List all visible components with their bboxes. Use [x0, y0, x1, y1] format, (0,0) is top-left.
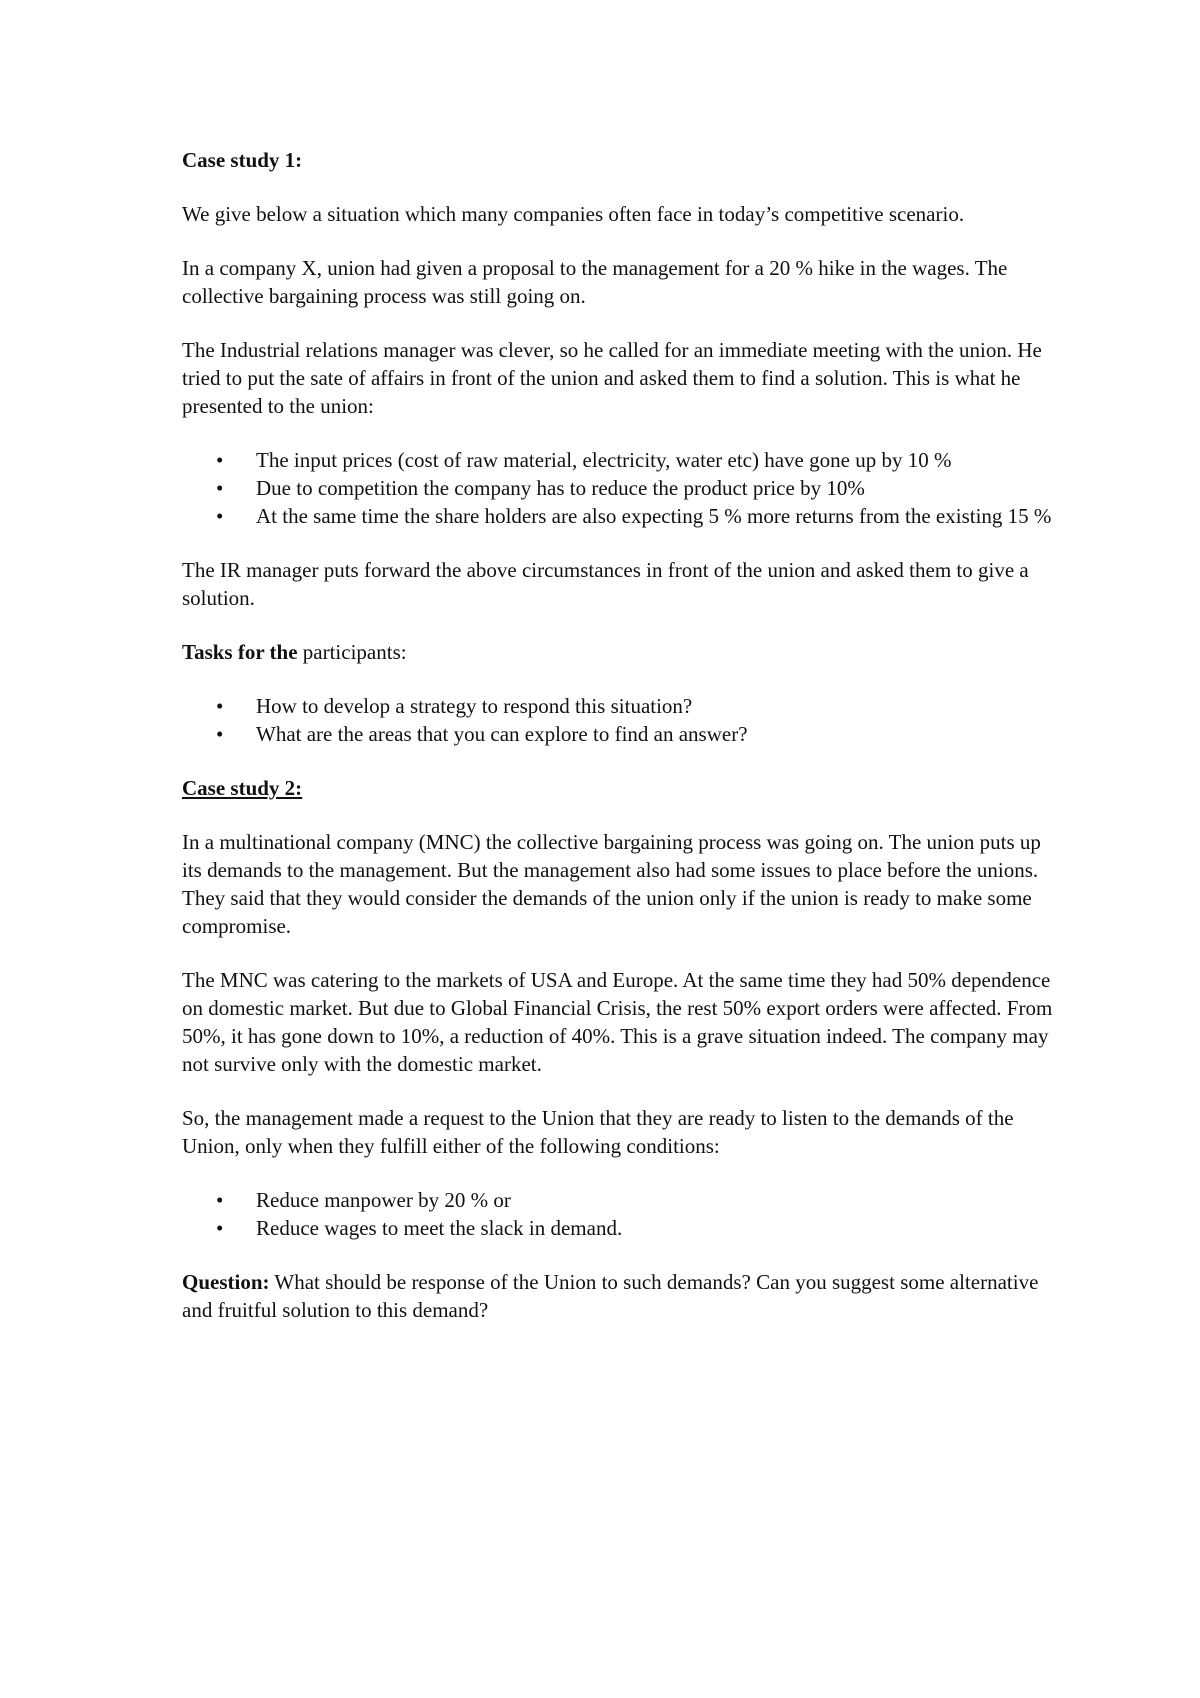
bullet-icon: • — [216, 1188, 224, 1212]
question-text: What should be response of the Union to such demands? Can you suggest some alternative and fruitful solution to this demand? — [182, 1270, 1039, 1322]
list-item-text: At the same time the share holders are also expecting 5 % more returns from the existing 15 % — [256, 504, 1052, 528]
tasks-heading — [182, 638, 1062, 666]
case-study-1-paragraph-2: The Industrial relations manager was clever, so he called for an immediate meeting with the union. He tried to put the sate of affairs in front of the union and asked them to find a solution. This is what he presented to the union: — [182, 338, 1042, 418]
list-item — [182, 720, 1062, 748]
case-study-1-paragraph-1: In a company X, union had given a proposal to the management for a 20 % hike in the wages. The collective bargaining process was still going on. — [182, 256, 1008, 308]
list-item-text: The input prices (cost of raw material, electricity, water etc) have gone up by 10 % — [256, 448, 952, 472]
case-study-2-title: Case study 2: — [182, 776, 303, 800]
case-study-1-circumstances-list — [182, 446, 1062, 530]
bullet-icon: • — [216, 1216, 224, 1240]
bullet-icon: • — [216, 694, 224, 718]
list-item-text: Reduce wages to meet the slack in demand. — [256, 1216, 623, 1240]
list-item — [182, 692, 1062, 720]
bullet-icon: • — [216, 722, 224, 746]
list-item — [182, 1214, 1062, 1242]
list-item-text: What are the areas that you can explore to find an answer? — [256, 722, 748, 746]
tasks-list — [182, 692, 1062, 748]
case-study-2-paragraph-2: The MNC was catering to the markets of USA and Europe. At the same time they had 50% dependence on domestic market. But due to Global Financial Crisis, the rest 50% export orders were affected. From 50%, it has gone down to 10%, a reduction of 40%. This is a grave situation indeed. The company may not survive only with the domestic market. — [182, 968, 1053, 1076]
question-paragraph — [182, 1268, 1062, 1324]
bullet-icon: • — [216, 476, 224, 500]
tasks-heading-bold: Tasks for the — [182, 640, 298, 664]
document-page — [182, 146, 1062, 1350]
case-study-1-paragraph-3: The IR manager puts forward the above circumstances in front of the union and asked them to give a solution. — [182, 558, 1029, 610]
question-label: Question: — [182, 1270, 270, 1294]
list-item-text: Reduce manpower by 20 % or — [256, 1188, 511, 1212]
list-item — [182, 1186, 1062, 1214]
case-study-2-paragraph-1: In a multinational company (MNC) the collective bargaining process was going on. The union puts up its demands to the management. But the management also had some issues to place before the unions. They said that they would consider the demands of the union only if the union is ready to make some compromise. — [182, 830, 1041, 938]
case-study-1-intro: We give below a situation which many companies often face in today’s competitive scenario. — [182, 202, 965, 226]
case-study-2-paragraph-3: So, the management made a request to the Union that they are ready to listen to the demands of the Union, only when they fulfill either of the following conditions: — [182, 1106, 1014, 1158]
list-item — [182, 502, 1062, 530]
list-item — [182, 446, 1062, 474]
list-item-text: How to develop a strategy to respond this situation? — [256, 694, 693, 718]
case-study-2-conditions-list — [182, 1186, 1062, 1242]
list-item — [182, 474, 1062, 502]
case-study-1-title: Case study 1: — [182, 148, 303, 172]
bullet-icon: • — [216, 504, 224, 528]
tasks-heading-rest: participants: — [297, 640, 407, 664]
bullet-icon: • — [216, 448, 224, 472]
list-item-text: Due to competition the company has to reduce the product price by 10% — [256, 476, 865, 500]
